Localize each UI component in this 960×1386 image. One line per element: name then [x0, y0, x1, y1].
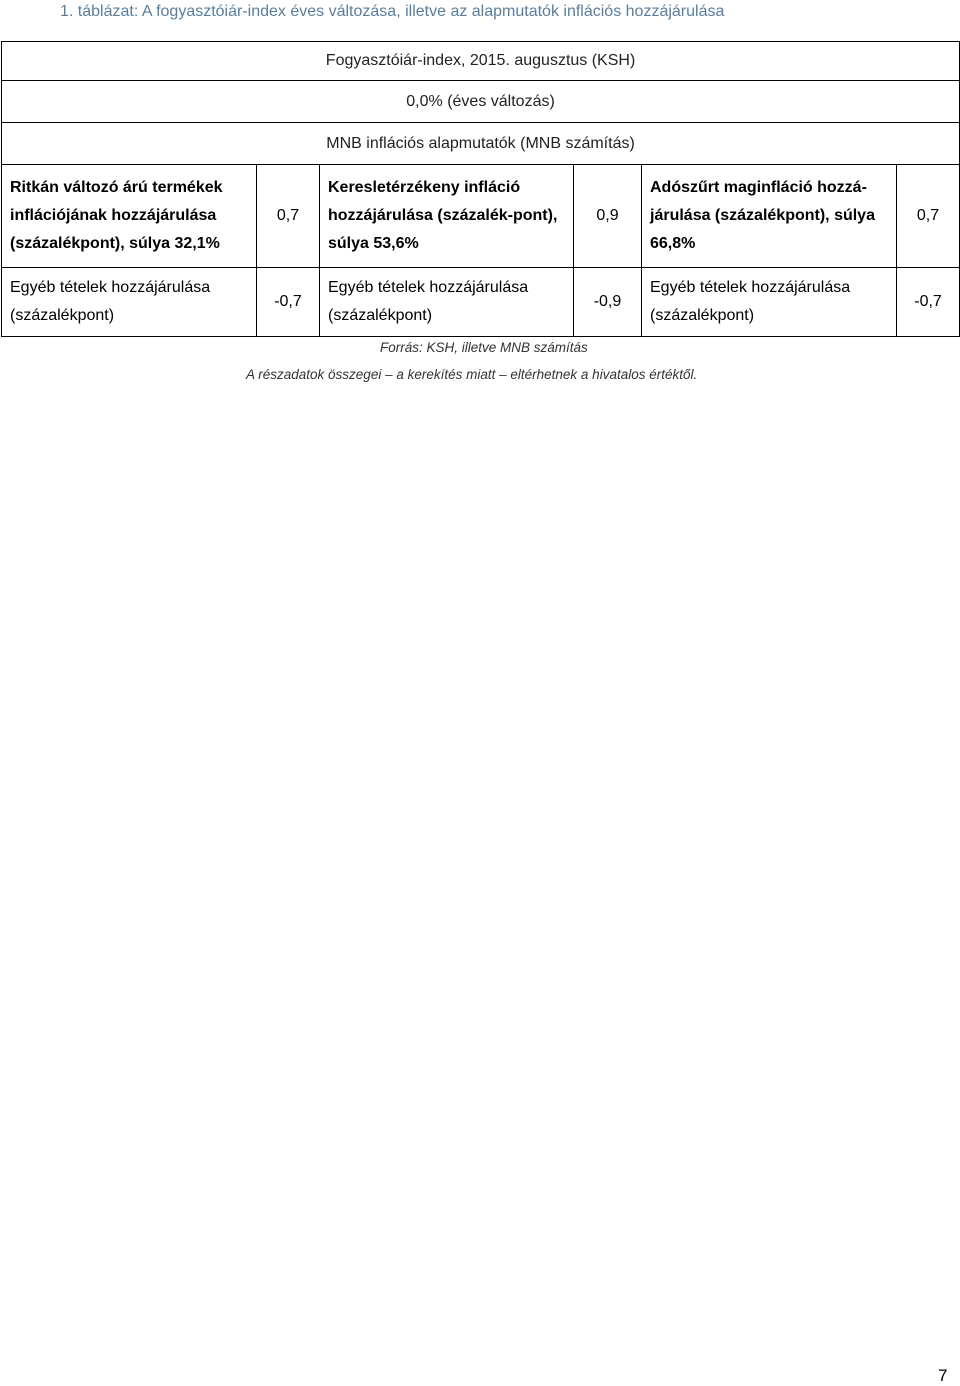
other-items-value-3: -0,7: [897, 268, 960, 337]
annual-change-cell: 0,0% (éves változás): [2, 81, 960, 123]
other-items-label-2: Egyéb tételek hozzájárulása (százalékpont): [320, 268, 574, 337]
table-row-other-items: [2, 268, 960, 337]
header-row-cpi: [2, 42, 960, 81]
table-caption: 1. táblázat: A fogyasztóiár-index éves változása, illetve az alapmutatók inflációs hozzájárulása: [60, 3, 725, 20]
header-row-mnb: [2, 123, 960, 165]
inflation-table: [1, 41, 960, 337]
tax-adjusted-core-value: 0,7: [897, 165, 960, 268]
header-row-annual-change: [2, 81, 960, 123]
other-items-value-1: -0,7: [257, 268, 320, 337]
table-row-main-indicators: [2, 165, 960, 268]
mnb-header-cell: MNB inflációs alapmutatók (MNB számítás): [2, 123, 960, 165]
other-items-label-1: Egyéb tételek hozzájárulása (százalékpont): [2, 268, 257, 337]
source-note: Forrás: KSH, illetve MNB számítás: [380, 340, 588, 355]
tax-adjusted-core-label: Adószűrt maginfláció hozzá-járulása (százalékpont), súlya 66,8%: [642, 165, 897, 268]
rounding-note: A részadatok összegei – a kerekítés miatt – eltérhetnek a hivatalos értéktől.: [246, 367, 698, 382]
other-items-value-2: -0,9: [574, 268, 642, 337]
rare-price-value: 0,7: [257, 165, 320, 268]
demand-sensitive-label: Keresletérzékeny infláció hozzájárulása (százalék-pont), súlya 53,6%: [320, 165, 574, 268]
other-items-label-3: Egyéb tételek hozzájárulása (százalékpont): [642, 268, 897, 337]
demand-sensitive-value: 0,9: [574, 165, 642, 268]
rare-price-label: Ritkán változó árú termékek inflációjának hozzájárulása (százalékpont), súlya 32,1%: [2, 165, 257, 268]
page-number: 7: [938, 1366, 948, 1385]
cpi-header-cell: Fogyasztóiár-index, 2015. augusztus (KSH): [2, 42, 960, 81]
